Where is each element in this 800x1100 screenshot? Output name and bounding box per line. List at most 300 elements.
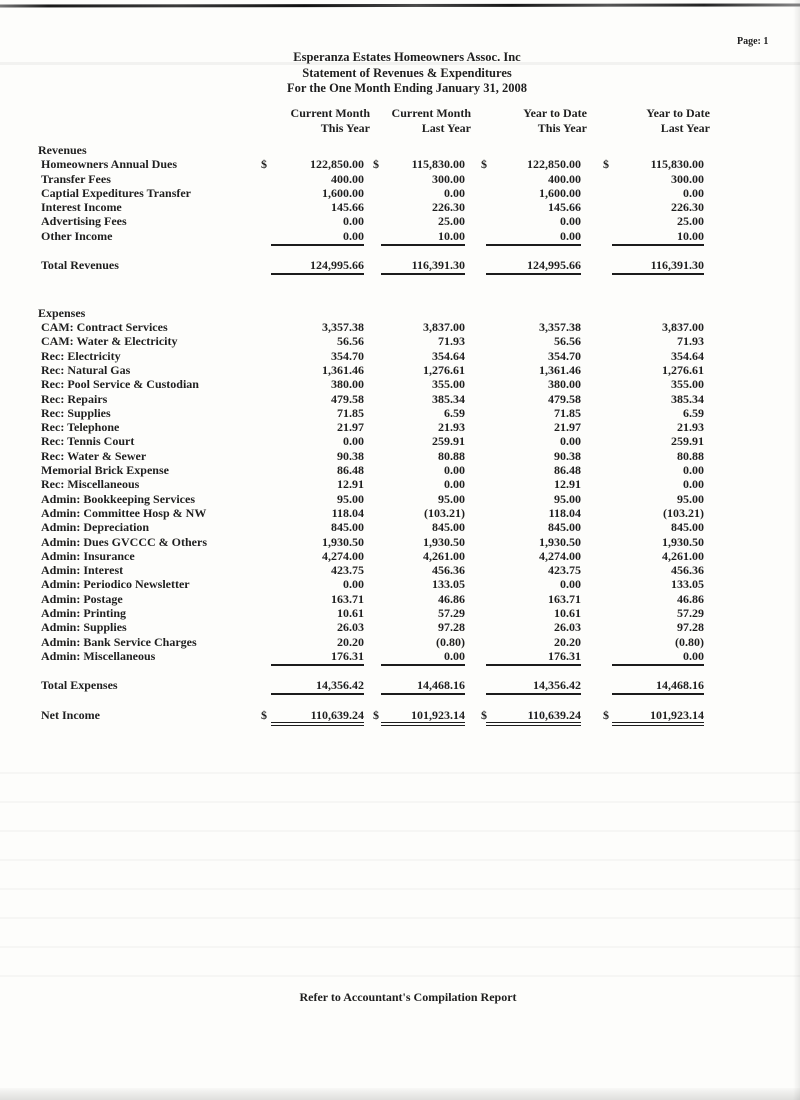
amount-value: 46.86: [677, 591, 704, 606]
scan-artifact-streaks: [0, 745, 800, 985]
amount-value: 1,930.50: [539, 534, 581, 549]
amount-value: 400.00: [548, 171, 581, 186]
amount-value: 57.29: [677, 606, 704, 621]
amount-value: 845.00: [671, 520, 704, 535]
amount-cell: [465, 434, 581, 448]
amount-cell: [465, 520, 581, 534]
amount-value: 380.00: [331, 377, 364, 392]
amount-value: 116,391.30: [612, 258, 704, 275]
table-row: [38, 577, 718, 591]
table-row: [38, 200, 718, 214]
amount-cell: [364, 520, 465, 534]
amount-cell: [364, 506, 465, 520]
amount-cell: [364, 363, 465, 377]
amount-cell: [581, 320, 704, 334]
amount-value: 25.00: [677, 214, 704, 229]
amount-value: 101,923.14: [381, 708, 465, 726]
row-label: Admin: Printing: [41, 606, 127, 621]
amount-cell: [253, 434, 364, 448]
row-label: Admin: Supplies: [41, 620, 127, 635]
amount-cell: [253, 606, 364, 620]
row-label: Other Income: [41, 228, 113, 243]
amount-value: 0.00: [444, 463, 465, 478]
amount-cell: [253, 420, 364, 434]
amount-cell: [253, 229, 364, 246]
column-header-row-bottom: [38, 121, 718, 136]
amount-value: 479.58: [331, 391, 364, 406]
amount-value: 354.70: [548, 348, 581, 363]
amount-value: 133.05: [432, 577, 465, 592]
column-header-text: Current Month: [391, 106, 471, 120]
row-label: Rec: Tennis Court: [41, 434, 135, 449]
amount-value: 26.03: [337, 620, 364, 635]
row-label: Total Revenues: [41, 257, 119, 272]
column-header-text: This Year: [320, 121, 370, 135]
net-income-row: [38, 708, 718, 726]
amount-value: 14,356.42: [271, 678, 364, 695]
amount-value: 21.93: [438, 420, 465, 435]
amount-value: 4,261.00: [662, 548, 704, 563]
amount-value: 10.00: [612, 229, 704, 246]
row-label: Admin: Periodico Newsletter: [41, 577, 190, 592]
amount-cell: [581, 463, 704, 477]
column-header-spacer: [38, 121, 253, 136]
amount-cell: [364, 200, 465, 214]
row-label: Net Income: [41, 707, 100, 722]
table-row: [38, 320, 718, 334]
amount-cell: [465, 492, 581, 506]
column-header-row-top: [38, 106, 718, 121]
amount-value: 133.05: [671, 577, 704, 592]
row-label: Rec: Supplies: [41, 405, 111, 420]
amount-value: 385.34: [671, 391, 704, 406]
amount-cell: [364, 606, 465, 620]
amount-value: 71.93: [677, 334, 704, 349]
table-row: [38, 229, 718, 246]
amount-value: 4,274.00: [539, 548, 581, 563]
table-row: [38, 477, 718, 491]
amount-value: 0.00: [444, 477, 465, 492]
amount-value: 122,850.00: [527, 157, 581, 172]
amount-value: 355.00: [432, 377, 465, 392]
amount-cell: [253, 349, 364, 363]
amount-cell: [253, 649, 364, 666]
row-label: CAM: Contract Services: [41, 320, 168, 335]
amount-cell: [465, 334, 581, 348]
amount-value: 14,356.42: [486, 678, 581, 695]
amount-cell: [465, 349, 581, 363]
amount-cell: [253, 577, 364, 591]
amount-cell: [465, 363, 581, 377]
amount-cell: [465, 506, 581, 520]
column-header: [465, 106, 587, 121]
amount-cell: [581, 549, 704, 563]
dollar-sign: $: [603, 707, 609, 722]
amount-cell: [253, 506, 364, 520]
amount-cell: [465, 172, 581, 186]
amount-cell: [364, 214, 465, 228]
amount-cell: [364, 463, 465, 477]
amount-value: 25.00: [438, 214, 465, 229]
row-label: Rec: Natural Gas: [41, 362, 131, 377]
amount-cell: [465, 592, 581, 606]
row-label: Interest Income: [41, 200, 122, 215]
amount-value: (103.21): [663, 505, 704, 520]
amount-cell: [465, 577, 581, 591]
amount-value: 1,276.61: [423, 362, 465, 377]
amount-cell: [253, 214, 364, 228]
amount-value: 354.64: [432, 348, 465, 363]
amount-value: 71.85: [554, 405, 581, 420]
amount-cell: [364, 492, 465, 506]
row-label: Admin: Miscellaneous: [41, 648, 156, 663]
amount-value: 12.91: [337, 477, 364, 492]
amount-cell: [253, 620, 364, 634]
amount-cell: [581, 635, 704, 649]
table-row: [38, 434, 718, 448]
row-label: Captial Expeditures Transfer: [41, 185, 192, 200]
amount-value: 845.00: [548, 520, 581, 535]
amount-cell: [253, 708, 364, 726]
amount-cell: [253, 678, 364, 695]
row-label: Admin: Dues GVCCC & Others: [41, 534, 207, 549]
row-label: Admin: Bookkeeping Services: [41, 491, 196, 506]
table-row: [38, 463, 718, 477]
amount-cell: [465, 229, 581, 246]
amount-cell: [581, 406, 704, 420]
amount-cell: [253, 592, 364, 606]
amount-value: (0.80): [675, 634, 704, 649]
amount-cell: [581, 535, 704, 549]
amount-cell: [581, 258, 704, 275]
amount-cell: [253, 377, 364, 391]
table-row: [38, 492, 718, 506]
amount-value: 118.04: [548, 505, 581, 520]
amount-value: 71.85: [337, 405, 364, 420]
amount-value: 95.00: [438, 491, 465, 506]
amount-cell: [581, 649, 704, 666]
scan-artifact-top-edge: [0, 3, 800, 7]
row-label: Admin: Insurance: [41, 548, 135, 563]
amount-cell: [465, 377, 581, 391]
table-row: [38, 157, 718, 171]
amount-value: (0.80): [436, 634, 465, 649]
amount-cell: [253, 463, 364, 477]
amount-value: 354.64: [671, 348, 704, 363]
amount-cell: [581, 157, 704, 171]
amount-cell: [364, 334, 465, 348]
amount-value: 56.56: [337, 334, 364, 349]
amount-value: 355.00: [671, 377, 704, 392]
amount-cell: [581, 229, 704, 246]
table-row: [38, 549, 718, 563]
column-headers: [38, 106, 718, 136]
table-row: [38, 535, 718, 549]
dollar-sign: $: [481, 707, 487, 722]
amount-cell: [465, 463, 581, 477]
amount-cell: [465, 708, 581, 726]
amount-cell: [581, 214, 704, 228]
page-number: Page: 1: [737, 36, 769, 47]
amount-value: 12.91: [554, 477, 581, 492]
amount-cell: [253, 520, 364, 534]
amount-value: 845.00: [331, 520, 364, 535]
amount-value: 20.20: [337, 634, 364, 649]
amount-value: 3,837.00: [662, 320, 704, 335]
document-header: [0, 50, 800, 97]
amount-cell: [465, 549, 581, 563]
amount-cell: [581, 620, 704, 634]
amount-cell: [465, 420, 581, 434]
table-row: [38, 506, 718, 520]
amount-cell: [465, 649, 581, 666]
amount-value: 90.38: [337, 448, 364, 463]
amount-cell: [253, 549, 364, 563]
row-label: Rec: Repairs: [41, 391, 108, 406]
amount-cell: [253, 200, 364, 214]
amount-cell: [465, 200, 581, 214]
amount-value: 10.00: [381, 229, 465, 246]
table-row: [38, 449, 718, 463]
amount-value: 1,600.00: [322, 185, 364, 200]
column-header-text: Last Year: [421, 121, 471, 135]
amount-cell: [465, 449, 581, 463]
amount-value: (103.21): [424, 505, 465, 520]
row-label: Rec: Water & Sewer: [41, 448, 147, 463]
amount-cell: [253, 186, 364, 200]
table-row: [38, 563, 718, 577]
amount-value: 0.00: [683, 463, 704, 478]
amount-cell: [364, 392, 465, 406]
amount-value: 118.04: [331, 505, 364, 520]
amount-value: 110,639.24: [271, 708, 364, 726]
total-row: [38, 678, 718, 695]
amount-value: 3,357.38: [539, 320, 581, 335]
amount-value: 80.88: [438, 448, 465, 463]
amount-cell: [465, 477, 581, 491]
amount-cell: [253, 157, 364, 171]
amount-cell: [364, 229, 465, 246]
amount-cell: [581, 434, 704, 448]
table-row: [38, 520, 718, 534]
amount-value: 1,600.00: [539, 185, 581, 200]
amount-cell: [465, 535, 581, 549]
amount-value: 1,361.46: [322, 362, 364, 377]
table-row: [38, 420, 718, 434]
amount-value: 145.66: [548, 200, 581, 215]
table-row: [38, 592, 718, 606]
amount-cell: [581, 592, 704, 606]
row-label: Rec: Pool Service & Custodian: [41, 377, 199, 392]
column-header: [581, 106, 710, 121]
amount-cell: [364, 420, 465, 434]
amount-cell: [581, 477, 704, 491]
amount-value: 145.66: [331, 200, 364, 215]
amount-value: 10.61: [337, 606, 364, 621]
amount-cell: [364, 635, 465, 649]
amount-value: 0.00: [683, 185, 704, 200]
amount-cell: [581, 363, 704, 377]
period-line: For the One Month Ending January 31, 2008: [286, 81, 528, 95]
amount-value: 1,361.46: [539, 362, 581, 377]
amount-value: 21.97: [337, 420, 364, 435]
amount-value: 0.00: [343, 214, 364, 229]
amount-cell: [364, 258, 465, 275]
amount-value: 86.48: [554, 463, 581, 478]
statement-table: [38, 106, 718, 726]
amount-cell: [253, 492, 364, 506]
amount-cell: [253, 363, 364, 377]
amount-cell: [364, 577, 465, 591]
column-header: [253, 106, 370, 121]
amount-value: 1,930.50: [322, 534, 364, 549]
amount-value: 1,930.50: [662, 534, 704, 549]
amount-cell: [364, 708, 465, 726]
footer-note: Refer to Accountant's Compilation Report: [299, 990, 517, 1004]
table-row: [38, 334, 718, 348]
amount-value: 163.71: [548, 591, 581, 606]
amount-value: 0.00: [560, 214, 581, 229]
row-label: Advertising Fees: [41, 214, 127, 229]
amount-value: 124,995.66: [486, 258, 581, 275]
amount-value: 1,276.61: [662, 362, 704, 377]
amount-cell: [364, 592, 465, 606]
table-row: [38, 620, 718, 634]
amount-cell: [364, 406, 465, 420]
amount-value: 0.00: [612, 649, 704, 666]
section-heading: Revenues: [38, 143, 87, 157]
amount-value: 14,468.16: [612, 678, 704, 695]
amount-cell: [364, 434, 465, 448]
amount-cell: [465, 406, 581, 420]
column-header: [364, 121, 471, 136]
amount-value: 0.00: [381, 649, 465, 666]
amount-cell: [253, 563, 364, 577]
org-name: Esperanza Estates Homeowners Assoc. Inc: [293, 50, 521, 64]
amount-value: 80.88: [677, 448, 704, 463]
amount-cell: [581, 420, 704, 434]
column-header-text: This Year: [537, 121, 587, 135]
amount-cell: [364, 535, 465, 549]
amount-cell: [253, 477, 364, 491]
amount-cell: [364, 563, 465, 577]
amount-cell: [581, 392, 704, 406]
table-row: [38, 186, 718, 200]
amount-value: 259.91: [432, 434, 465, 449]
table-row: [38, 349, 718, 363]
amount-value: 95.00: [337, 491, 364, 506]
amount-cell: [465, 620, 581, 634]
amount-value: 21.93: [677, 420, 704, 435]
dollar-sign: $: [481, 157, 487, 172]
column-header: [253, 121, 370, 136]
amount-value: 0.00: [271, 229, 364, 246]
amount-value: 26.03: [554, 620, 581, 635]
column-header-text: Current Month: [290, 106, 370, 120]
amount-cell: [581, 492, 704, 506]
amount-value: 115,830.00: [411, 157, 465, 172]
amount-value: 21.97: [554, 420, 581, 435]
amount-cell: [581, 449, 704, 463]
amount-value: 6.59: [444, 405, 465, 420]
amount-cell: [581, 606, 704, 620]
amount-value: 845.00: [432, 520, 465, 535]
row-label: Transfer Fees: [41, 171, 111, 186]
amount-value: 176.31: [271, 649, 364, 666]
amount-value: 0.00: [560, 434, 581, 449]
amount-cell: [465, 392, 581, 406]
amount-cell: [581, 520, 704, 534]
amount-cell: [581, 349, 704, 363]
table-row: [38, 363, 718, 377]
amount-cell: [581, 506, 704, 520]
row-label: Rec: Telephone: [41, 420, 120, 435]
amount-value: 0.00: [343, 577, 364, 592]
column-header: [581, 121, 710, 136]
amount-value: 97.28: [677, 620, 704, 635]
table-row: [38, 635, 718, 649]
amount-cell: [253, 172, 364, 186]
amount-value: 57.29: [438, 606, 465, 621]
row-label: Admin: Committee Hosp & NW: [41, 505, 207, 520]
amount-cell: [581, 678, 704, 695]
amount-value: 456.36: [432, 563, 465, 578]
row-label: Memorial Brick Expense: [41, 463, 169, 478]
column-header-text: Year to Date: [523, 106, 587, 120]
amount-value: 124,995.66: [271, 258, 364, 275]
amount-value: 4,261.00: [423, 548, 465, 563]
amount-cell: [253, 334, 364, 348]
amount-cell: [253, 320, 364, 334]
amount-cell: [364, 157, 465, 171]
amount-cell: [364, 349, 465, 363]
column-header: [465, 121, 587, 136]
row-label: Rec: Miscellaneous: [41, 477, 140, 492]
amount-cell: [465, 606, 581, 620]
amount-value: 101,923.14: [612, 708, 704, 726]
total-row: [38, 258, 718, 275]
amount-value: 90.38: [554, 448, 581, 463]
amount-cell: [581, 200, 704, 214]
amount-cell: [465, 320, 581, 334]
row-label: Admin: Interest: [41, 563, 124, 578]
amount-value: 400.00: [331, 171, 364, 186]
amount-cell: [364, 620, 465, 634]
amount-cell: [465, 214, 581, 228]
table-body: [38, 143, 718, 726]
row-label: Admin: Bank Service Charges: [41, 634, 197, 649]
amount-value: 380.00: [548, 377, 581, 392]
amount-cell: [364, 320, 465, 334]
amount-cell: [581, 186, 704, 200]
amount-value: 226.30: [671, 200, 704, 215]
amount-value: 385.34: [432, 391, 465, 406]
amount-value: 0.00: [560, 577, 581, 592]
amount-value: 71.93: [438, 334, 465, 349]
amount-value: 1,930.50: [423, 534, 465, 549]
row-label: Admin: Postage: [41, 591, 123, 606]
amount-cell: [581, 172, 704, 186]
row-label: Homeowners Annual Dues: [41, 157, 178, 172]
dollar-sign: $: [261, 157, 267, 172]
amount-cell: [364, 377, 465, 391]
amount-cell: [581, 563, 704, 577]
amount-cell: [581, 334, 704, 348]
amount-value: 97.28: [438, 620, 465, 635]
row-label: CAM: Water & Electricity: [41, 334, 178, 349]
amount-value: 0.00: [444, 185, 465, 200]
amount-cell: [465, 157, 581, 171]
